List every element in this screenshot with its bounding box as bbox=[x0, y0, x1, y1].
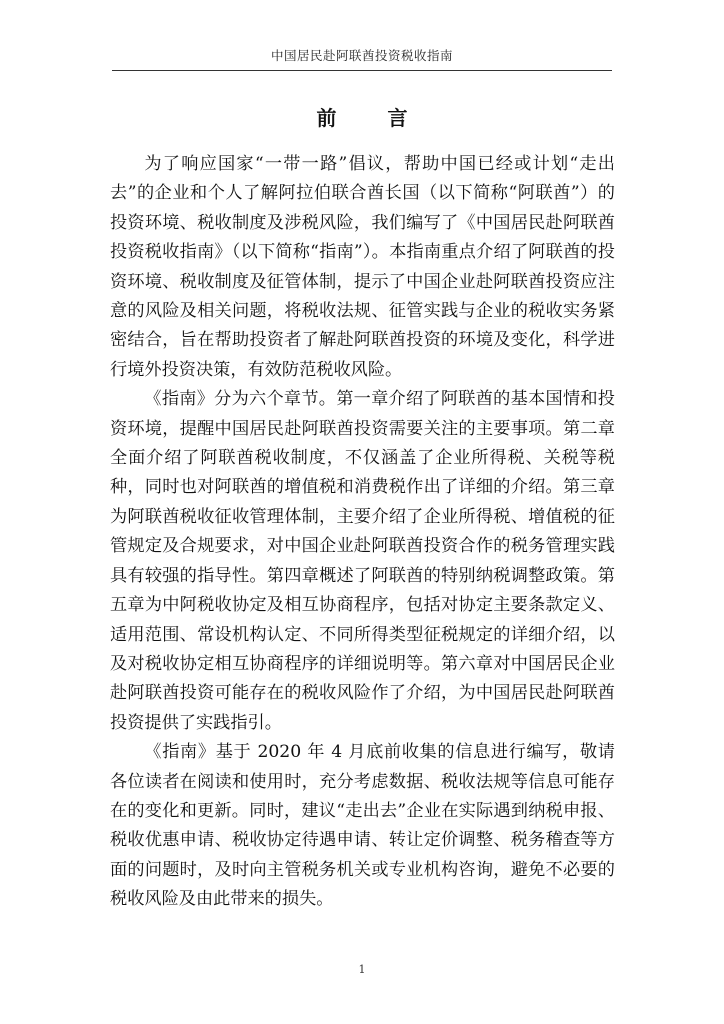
paragraph: 《指南》分为六个章节。第一章介绍了阿联酋的基本国情和投资环境，提醒中国居民赴阿联酋投资需要关注的主要事项。第二章全面介绍了阿联酋税收制度，不仅涵盖了企业所得税、关税等税种，同时也对阿联酋的增值税和消费税作出了详细的介绍。第三章为阿联酋税收征收管理体制，主要介绍了企业所得税、增值税的征管规定及合规要求，对中国企业赴阿联酋投资合作的税务管理实践具有较强的指导性。第四章概述了阿联酋的特别纳税调整政策。第五章为中阿税收协定及相互协商程序，包括对协定主要条款定义、适用范围、常设机构认定、不同所得类型征税规定的详细介绍，以及对税收协定相互协商程序的详细说明等。第六章对中国居民企业赴阿联酋投资可能存在的税收风险作了介绍，为中国居民赴阿联酋投资提供了实践指引。 bbox=[110, 389, 615, 733]
running-header: 中国居民赴阿联酋投资税收指南 bbox=[270, 48, 453, 63]
body-text bbox=[110, 150, 615, 915]
page-number: 1 bbox=[358, 963, 366, 976]
page-title: 前 言 bbox=[316, 106, 430, 130]
header-rule bbox=[112, 70, 612, 71]
paragraph: 《指南》基于 2020 年 4 月底前收集的信息进行编写，敬请各位读者在阅读和使用时，充分考虑数据、税收法规等信息可能存在的变化和更新。同时，建议“走出去”企业在实际遇到纳税申报、税收优惠申请、税收协定待遇申请、转让定价调整、税务稽查等方面的问题时，及时向主管税务机关或专业机构咨询，避免不必要的税收风险及由此带来的损失。 bbox=[110, 742, 615, 910]
paragraph: 为了响应国家“一带一路”倡议，帮助中国已经或计划“走出去”的企业和个人了解阿拉伯联合酋长国（以下简称“阿联酋”）的投资环境、税收制度及涉税风险，我们编写了《中国居民赴阿联酋投资税收指南》（以下简称“指南”）。本指南重点介绍了阿联酋的投资环境、税收制度及征管体制，提示了中国企业赴阿联酋投资应注意的风险及相关问题，将税收法规、征管实践与企业的税收实务紧密结合，旨在帮助投资者了解赴阿联酋投资的环境及变化，科学进行境外投资决策，有效防范税收风险。 bbox=[110, 154, 615, 380]
